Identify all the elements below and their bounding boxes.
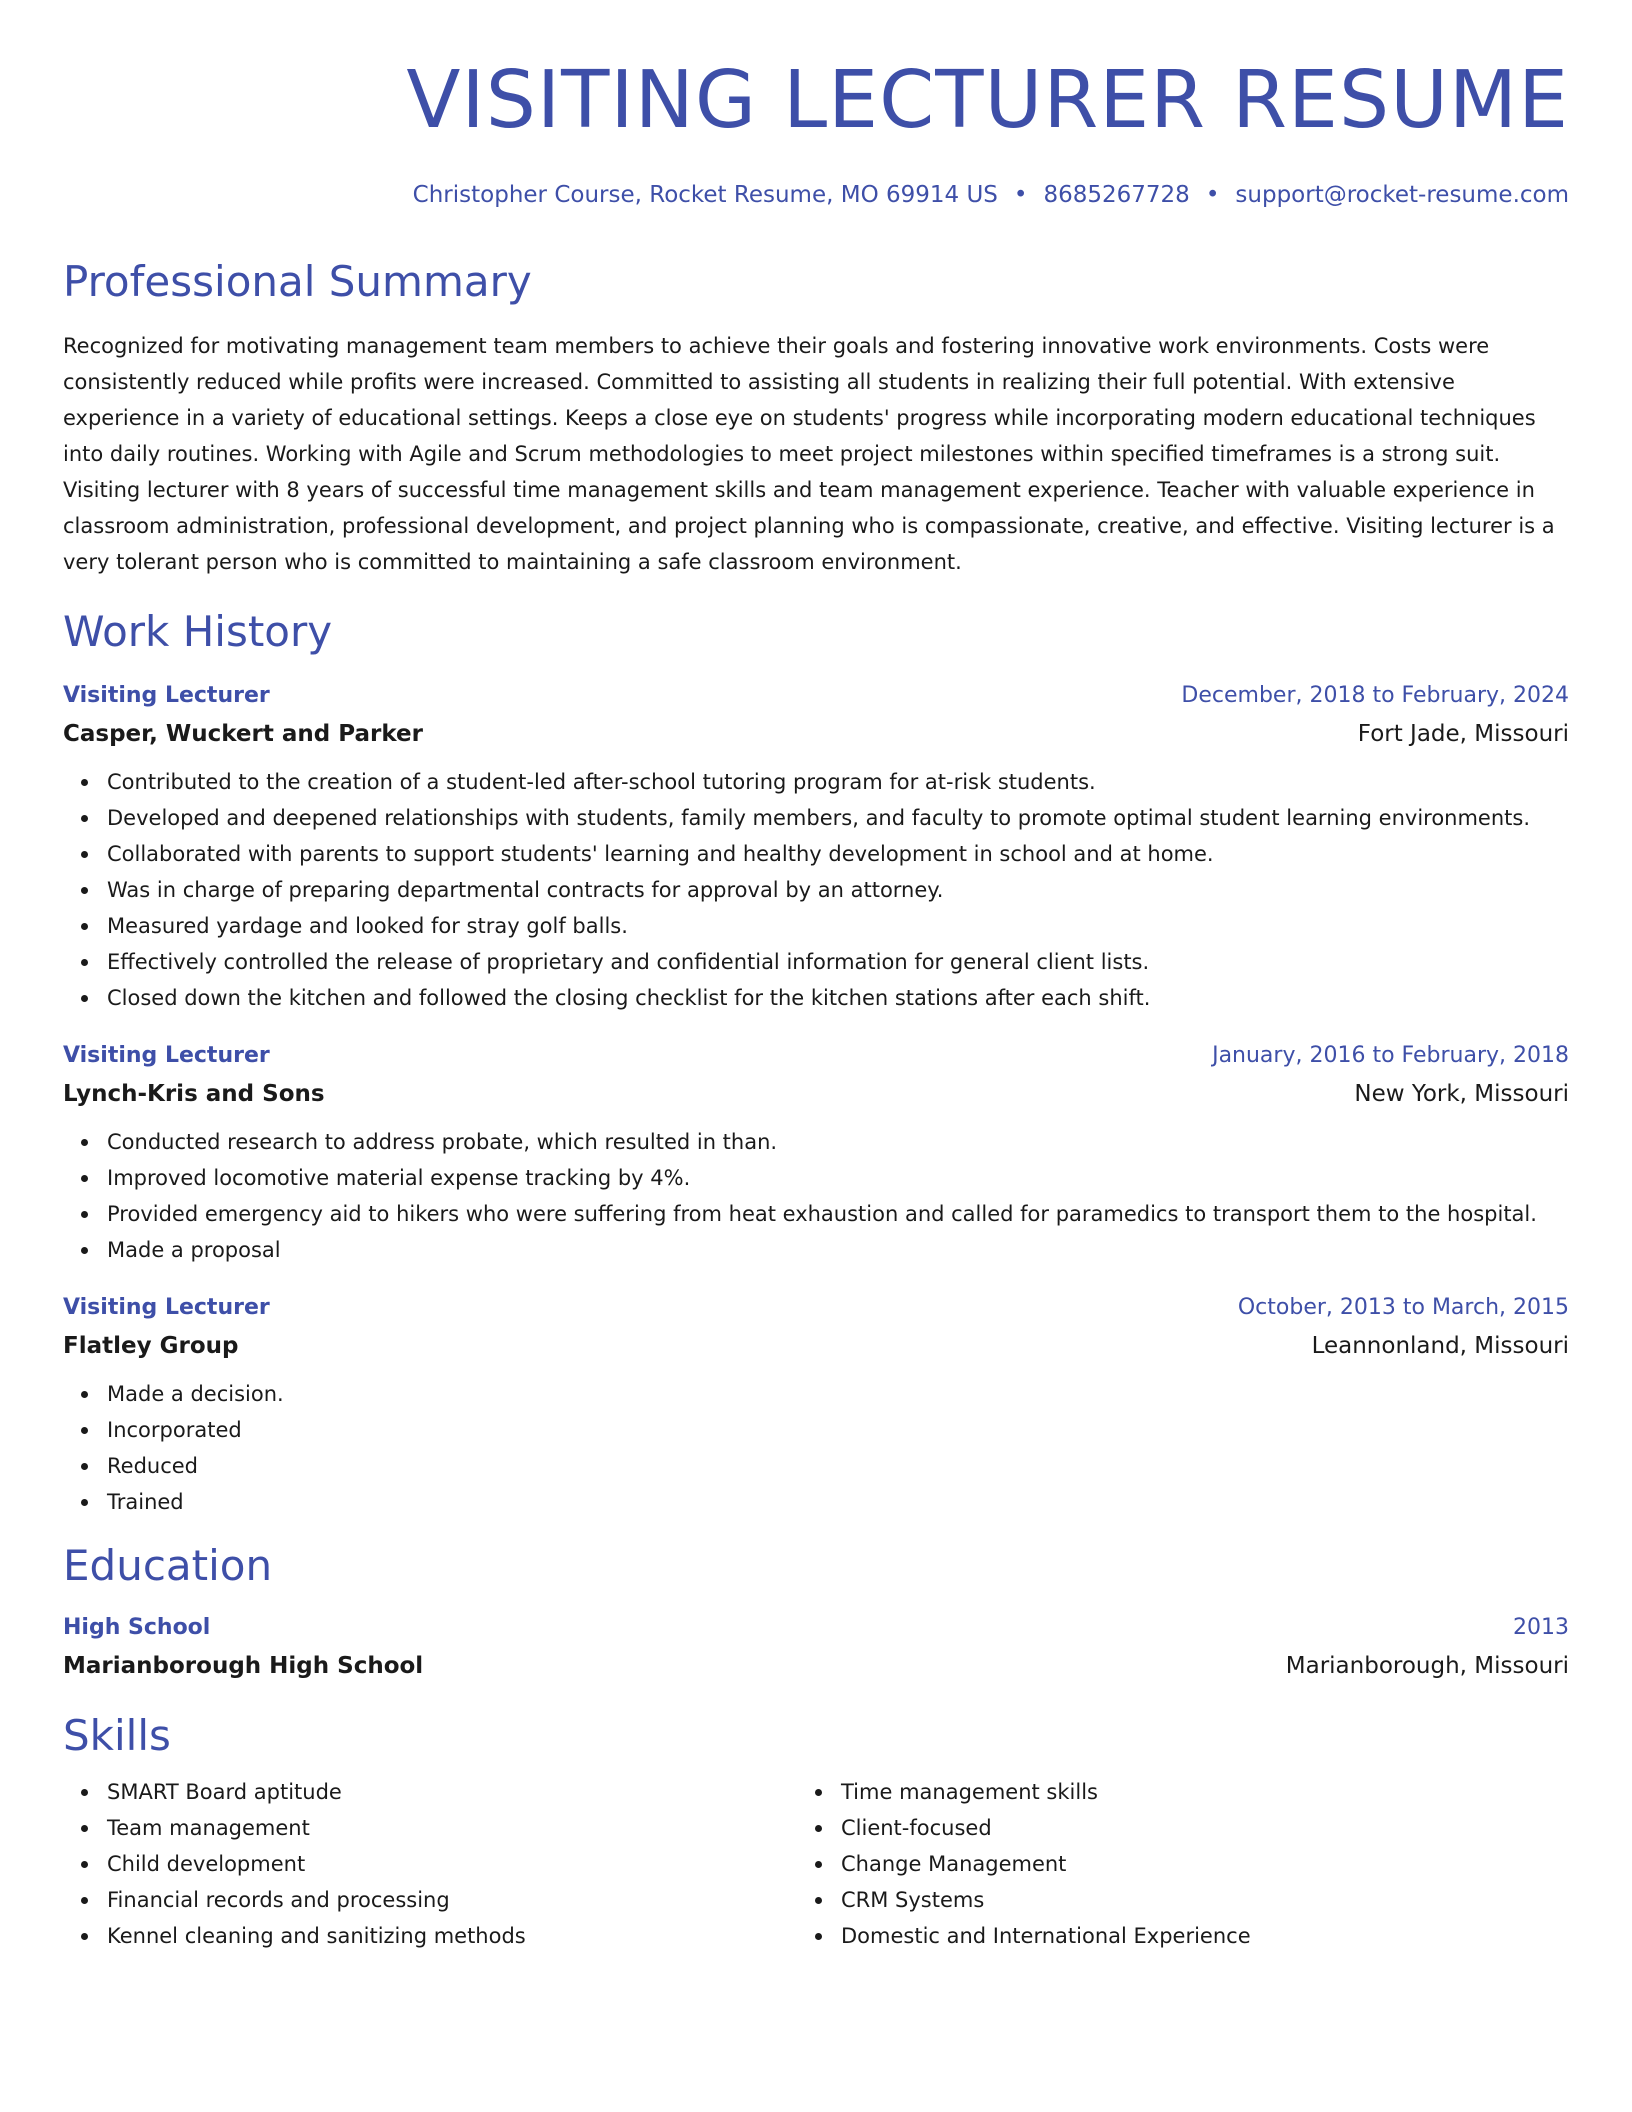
skill-item: Change Management <box>841 1846 1251 1882</box>
job-location: Leannonland, Missouri <box>1311 1333 1569 1359</box>
education-location: Marianborough, Missouri <box>1285 1653 1569 1679</box>
skills-heading: Skills <box>63 1711 171 1760</box>
contact-separator: • <box>1013 182 1028 208</box>
job-location: New York, Missouri <box>1354 1081 1569 1107</box>
job-bullets <box>63 764 1569 1016</box>
list-item: Was in charge of preparing departmental contracts for approval by an attorney. <box>107 872 1569 908</box>
job-header-row <box>63 678 1569 714</box>
job-entry <box>63 1290 1569 1520</box>
contact-line <box>63 180 1569 210</box>
job-role: Visiting Lecturer <box>63 1295 270 1320</box>
summary-heading: Professional Summary <box>63 257 532 306</box>
list-item: Trained <box>107 1484 1569 1520</box>
list-item: Reduced <box>107 1448 1569 1484</box>
job-dates: December, 2018 to February, 2024 <box>1181 683 1569 708</box>
skill-item: Team management <box>107 1810 797 1846</box>
list-item: Made a decision. <box>107 1376 1569 1412</box>
list-item: Effectively controlled the release of proprietary and confidential information for general client lists. <box>107 944 1569 980</box>
education-school-row <box>63 1646 1569 1686</box>
list-item: Developed and deepened relationships with students, family members, and faculty to promote optimal student learning environments. <box>107 800 1569 836</box>
work-history-heading: Work History <box>63 607 333 656</box>
job-entry <box>63 1038 1569 1268</box>
list-item: Incorporated <box>107 1412 1569 1448</box>
education-year: 2013 <box>1513 1615 1569 1640</box>
skill-item: CRM Systems <box>841 1882 1251 1918</box>
job-company-row <box>63 1326 1569 1366</box>
job-dates: October, 2013 to March, 2015 <box>1237 1295 1569 1320</box>
job-header-row <box>63 1290 1569 1326</box>
job-entry <box>63 678 1569 1016</box>
job-company-row <box>63 714 1569 754</box>
list-item: Measured yardage and looked for stray golf balls. <box>107 908 1569 944</box>
education-header-row <box>63 1610 1569 1646</box>
contact-phone: 8685267728 <box>1043 182 1190 208</box>
job-company-row <box>63 1074 1569 1114</box>
skill-item: Child development <box>107 1846 797 1882</box>
contact-address: Christopher Course, Rocket Resume, MO 69914 US <box>412 182 998 208</box>
education-heading: Education <box>63 1541 273 1590</box>
job-company: Lynch-Kris and Sons <box>63 1081 325 1107</box>
skill-item: SMART Board aptitude <box>107 1774 797 1810</box>
list-item: Contributed to the creation of a student-led after-school tutoring program for at-risk students. <box>107 764 1569 800</box>
job-header-row <box>63 1038 1569 1074</box>
skills-columns <box>63 1774 1569 1954</box>
education-school: Marianborough High School <box>63 1653 424 1679</box>
education-entry <box>63 1610 1569 1686</box>
contact-separator: • <box>1205 182 1220 208</box>
job-bullets <box>63 1124 1569 1268</box>
skill-item: Domestic and International Experience <box>841 1918 1251 1954</box>
list-item: Closed down the kitchen and followed the closing checklist for the kitchen stations after each shift. <box>107 980 1569 1016</box>
job-dates: January, 2016 to February, 2018 <box>1212 1043 1569 1068</box>
job-location: Fort Jade, Missouri <box>1357 721 1569 747</box>
list-item: Made a proposal <box>107 1232 1569 1268</box>
education-degree: High School <box>63 1615 211 1640</box>
job-company: Flatley Group <box>63 1333 239 1359</box>
summary-text: Recognized for motivating management team members to achieve their goals and fostering innovative work environments. Costs were consistently reduced while profits were increased. Committed to assisting all students in realizing their full potential. With extensive experience in a variety of educational settings. Keeps a close eye on students' progress while incorporating modern educational techniques into daily routines. Working with Agile and Scrum methodologies to meet project milestones within specified timeframes is a strong suit. Visiting lecturer with 8 years of successful time management skills and team management experience. Teacher with valuable experience in classroom administration, professional development, and project planning who is compassionate, creative, and effective. Visiting lecturer is a very tolerant person who is committed to maintaining a safe classroom environment. <box>63 334 1555 574</box>
job-bullets <box>63 1376 1569 1520</box>
resume-title: VISITING LECTURER RESUME <box>406 54 1569 146</box>
job-company: Casper, Wuckert and Parker <box>63 721 423 747</box>
skill-item: Kennel cleaning and sanitizing methods <box>107 1918 797 1954</box>
list-item: Provided emergency aid to hikers who were suffering from heat exhaustion and called for paramedics to transport them to the hospital. <box>107 1196 1569 1232</box>
job-role: Visiting Lecturer <box>63 1043 270 1068</box>
skills-list-right <box>797 1774 1251 1954</box>
job-role: Visiting Lecturer <box>63 683 270 708</box>
list-item: Collaborated with parents to support students' learning and healthy development in school and at home. <box>107 836 1569 872</box>
skills-list-left <box>63 1774 797 1954</box>
skill-item: Time management skills <box>841 1774 1251 1810</box>
list-item: Improved locomotive material expense tracking by 4%. <box>107 1160 1569 1196</box>
list-item: Conducted research to address probate, which resulted in than. <box>107 1124 1569 1160</box>
skill-item: Client-focused <box>841 1810 1251 1846</box>
contact-email: support@rocket-resume.com <box>1235 182 1569 208</box>
skill-item: Financial records and processing <box>107 1882 797 1918</box>
